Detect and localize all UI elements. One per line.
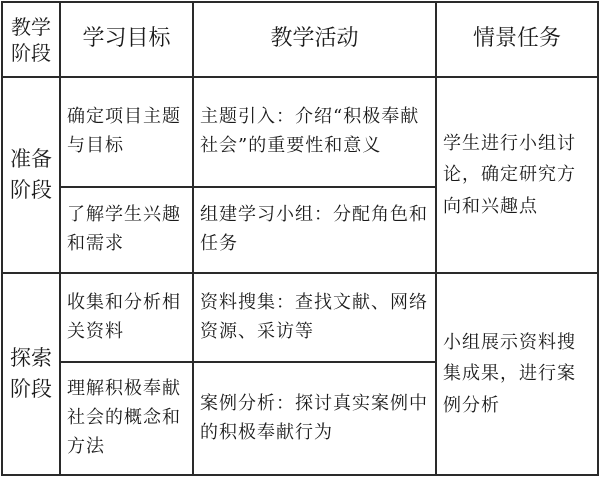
header-row (2, 2, 598, 77)
task-cell: 学生进行小组讨论，确定研究方向和兴趣点 (436, 77, 598, 273)
stage-exploration: 探索 阶段 (2, 273, 60, 475)
table-row (2, 273, 598, 362)
activity-cell: 资料搜集：查找文献、网络资源、采访等 (193, 273, 436, 362)
lesson-plan-table (1, 1, 599, 476)
header-goal: 学习目标 (60, 2, 193, 77)
goal-cell: 确定项目主题与目标 (60, 77, 193, 187)
activity-cell: 组建学习小组：分配角色和任务 (193, 187, 436, 273)
activity-cell: 案例分析：探讨真实案例中的积极奉献行为 (193, 362, 436, 475)
activity-cell: 主题引入：介绍“积极奉献社会”的重要性和意义 (193, 77, 436, 187)
stage-preparation: 准备 阶段 (2, 77, 60, 273)
goal-cell: 收集和分析相关资料 (60, 273, 193, 362)
goal-cell: 理解积极奉献社会的概念和方法 (60, 362, 193, 475)
table-row (2, 77, 598, 187)
task-cell: 小组展示资料搜集成果，进行案例分析 (436, 273, 598, 475)
goal-cell: 了解学生兴趣和需求 (60, 187, 193, 273)
header-task: 情景任务 (436, 2, 598, 77)
header-activity: 教学活动 (193, 2, 436, 77)
header-stage: 教学 阶段 (2, 2, 60, 77)
